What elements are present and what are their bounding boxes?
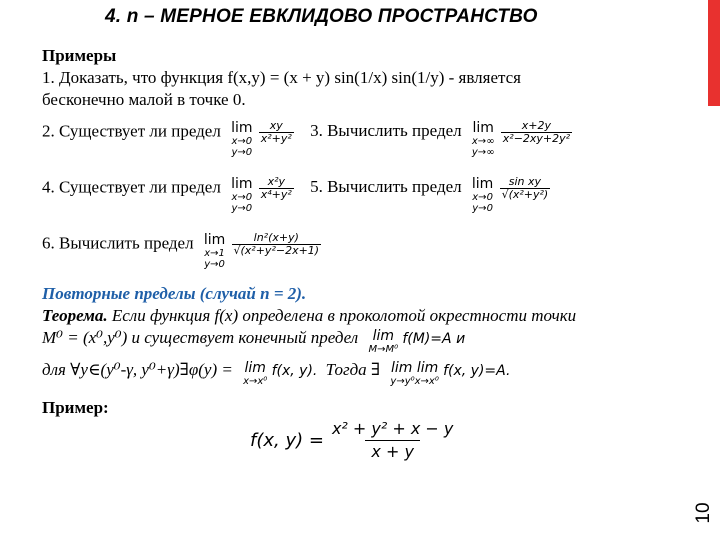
lim-word: lim (471, 176, 494, 192)
example-2-label: 2. Существует ли предел (42, 121, 221, 141)
accent-bar (708, 0, 720, 106)
example-2-3-row (42, 120, 574, 158)
theorem-limit-1 (368, 328, 398, 355)
denominator: √(x²+y²) (501, 188, 549, 201)
lim-sub: y→y⁰x→x⁰ (390, 376, 439, 387)
lim-sub: y→0 (204, 259, 225, 270)
theorem-text-1: Если функция f(x) определена в проколотой окрестности точки (107, 306, 577, 325)
denominator: x + y (365, 440, 420, 463)
theorem-limit-3-body: f(x, y)=A. (443, 363, 511, 379)
repeated-limits-heading: Повторные пределы (случай n = 2). (42, 284, 307, 303)
numerator: sin xy (508, 175, 542, 188)
example-formula (250, 418, 461, 463)
page-number: 10 (693, 502, 714, 524)
lim-sub: y→∞ (471, 147, 495, 158)
lim-sub: x→1 (204, 248, 225, 259)
theorem-text-4: Тогда ∃ (325, 360, 381, 379)
example-6-row (42, 232, 323, 270)
lim-sub: y→0 (231, 203, 253, 214)
example-1-line-1: 1. Доказать, что функция f(x,y) = (x + y) sin(1/x) sin(1/y) - является (42, 68, 521, 87)
example-6-fraction (232, 232, 322, 257)
lim-word: lim (372, 328, 394, 344)
theorem-text-2: M⁰ = (x⁰,y⁰) и существует конечный предел (42, 328, 359, 347)
formula-lhs: f(x, y) = (250, 430, 324, 451)
denominator: √(x²+y²−2x+1) (233, 244, 320, 257)
theorem-line-2 (42, 328, 465, 355)
lim-sub: x→0 (231, 192, 253, 203)
theorem-label: Теорема. (42, 306, 108, 325)
formula-fraction (326, 418, 459, 463)
lim-word: lim (231, 176, 253, 192)
theorem-text-3: для ∀y∈(y⁰-γ, y⁰+γ)∃φ(y) = (42, 360, 233, 379)
example-5-label: 5. Вычислить предел (310, 177, 462, 197)
example-heading: Пример: (42, 398, 109, 417)
lim-word: lim (203, 232, 226, 248)
numerator: x+2y (521, 119, 552, 132)
example-5-limit (472, 176, 493, 214)
lim-word: lim (244, 360, 266, 376)
example-4-limit (231, 176, 252, 214)
lim-sub: x→0 (231, 136, 253, 147)
example-5-fraction (500, 176, 551, 201)
example-6-limit (204, 232, 225, 270)
lim-sub: y→0 (472, 203, 493, 214)
example-6-label: 6. Вычислить предел (42, 233, 194, 253)
examples-heading: Примеры (42, 46, 117, 65)
lim-sub: x→x⁰ (243, 376, 268, 387)
lim-sub: x→∞ (471, 136, 495, 147)
example-2-limit (231, 120, 252, 158)
theorem-limit-3 (390, 360, 438, 387)
lim-sub: x→0 (472, 192, 493, 203)
slide-title: 4. n – МЕРНОЕ ЕВКЛИДОВО ПРОСТРАНСТВО (105, 6, 538, 27)
numerator: x² + y² + x − y (331, 419, 454, 438)
theorem-limit-2 (243, 360, 267, 387)
example-2-fraction (259, 120, 294, 145)
lim-sub: y→0 (231, 147, 253, 158)
example-1-line-2: бесконечно малой в точке 0. (42, 90, 246, 109)
theorem-line-1 (42, 306, 576, 326)
denominator: x²−2xy+2y² (502, 132, 571, 145)
numerator: x²y (267, 175, 285, 188)
example-3-fraction (501, 120, 572, 145)
theorem-limit-1-body: f(M)=A и (402, 331, 466, 347)
numerator: xy (269, 119, 283, 132)
denominator: x²+y² (260, 132, 292, 145)
example-4-label: 4. Существует ли предел (42, 177, 221, 197)
theorem-limit-2-body: f(x, y). (271, 363, 318, 379)
example-4-fraction (259, 176, 294, 201)
lim-word: lim (472, 120, 494, 136)
theorem-line-3 (42, 360, 510, 387)
example-4-5-row (42, 176, 552, 214)
lim-word: lim lim (390, 360, 439, 376)
example-3-limit (472, 120, 495, 158)
denominator: x⁴+y² (260, 188, 292, 201)
example-3-label: 3. Вычислить предел (310, 121, 462, 141)
lim-word: lim (231, 120, 253, 136)
numerator: ln²(x+y) (253, 231, 299, 244)
lim-sub: M→M⁰ (368, 344, 399, 355)
